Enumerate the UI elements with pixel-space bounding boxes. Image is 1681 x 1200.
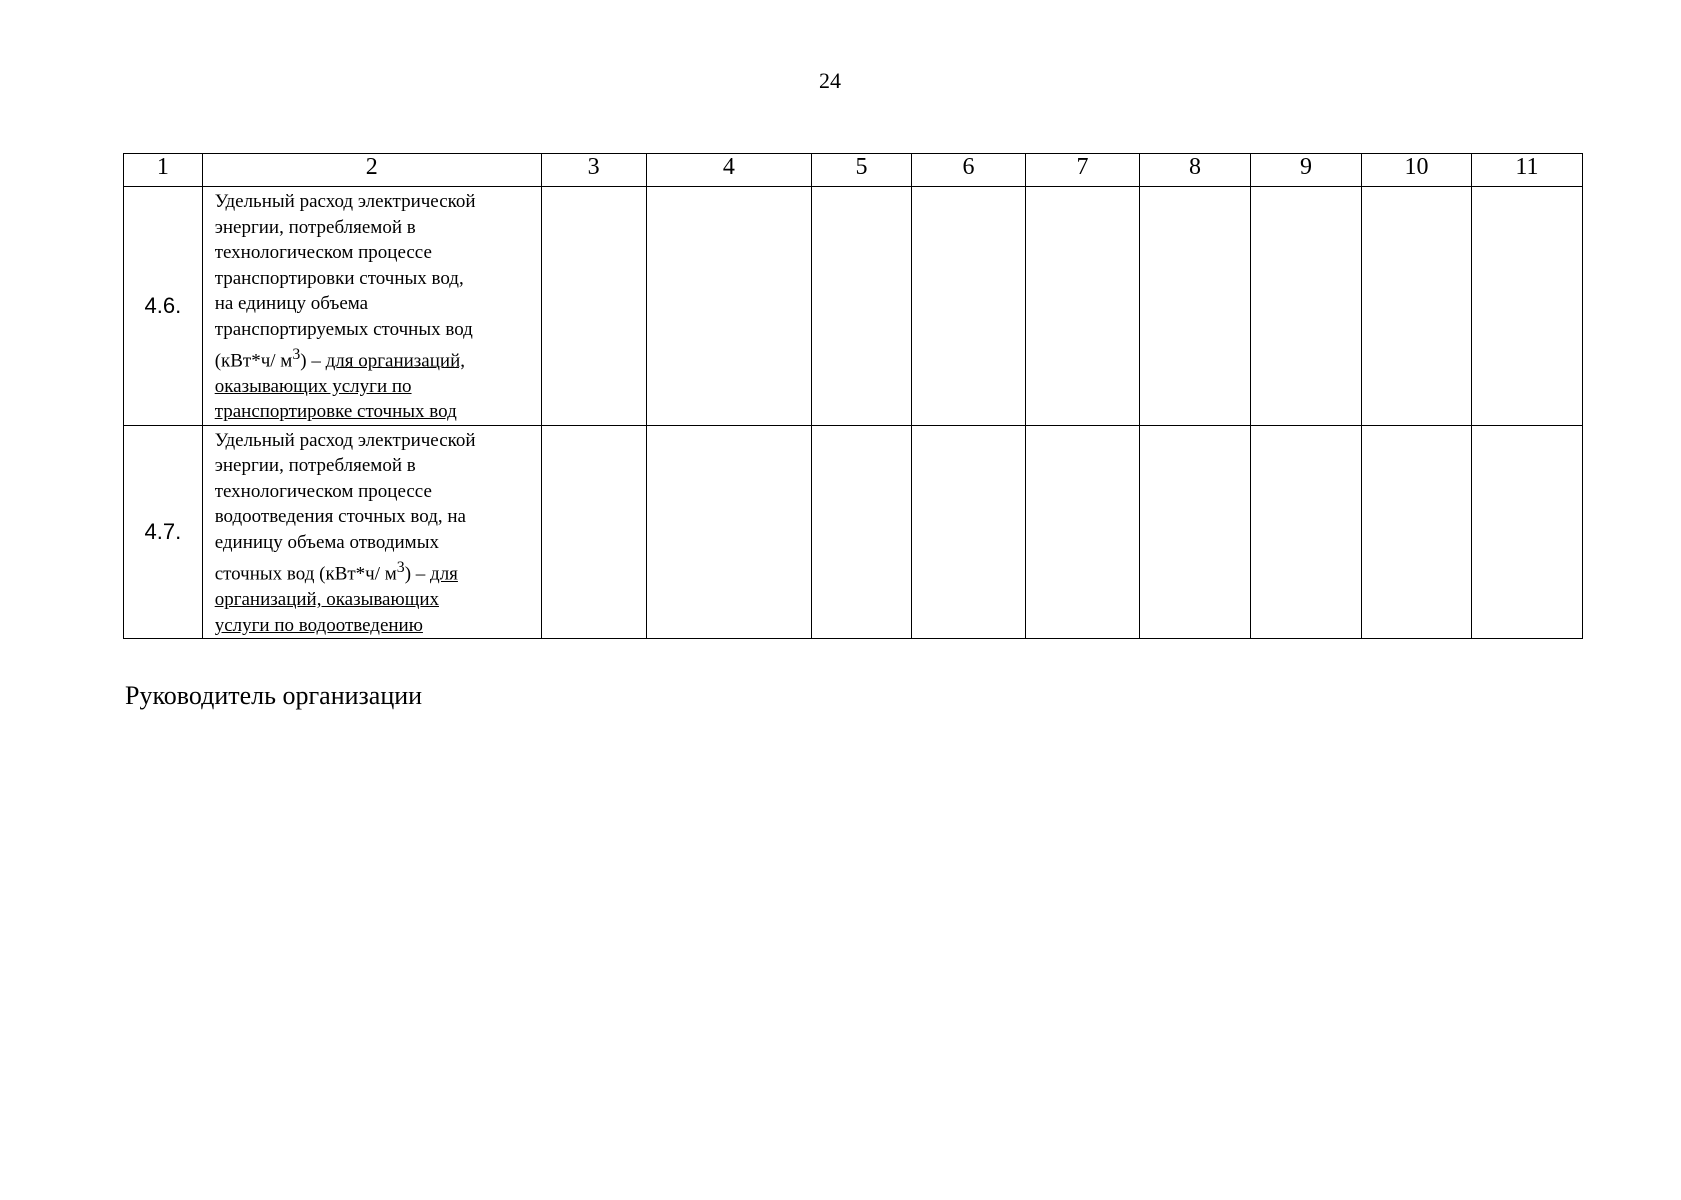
column-header-9: 9 xyxy=(1250,154,1361,187)
value-cell xyxy=(1471,187,1582,426)
value-cell xyxy=(646,187,811,426)
description-line: энергии, потребляемой в xyxy=(214,216,416,238)
unit-suffix: ) – xyxy=(300,350,326,372)
column-header-4: 4 xyxy=(646,154,811,187)
value-cell xyxy=(1250,187,1361,426)
description-line: Удельный расход электрической xyxy=(214,191,476,212)
value-cell xyxy=(541,425,646,638)
value-cell xyxy=(911,187,1025,426)
column-header-10: 10 xyxy=(1361,154,1471,187)
value-cell xyxy=(541,187,646,426)
description-line: транспортируемых сточных вод xyxy=(214,318,473,340)
description-line: технологическом процессе xyxy=(214,242,432,263)
description-line: водоотведения сточных вод, на xyxy=(214,506,466,528)
table-row xyxy=(124,425,1583,638)
value-cell xyxy=(1250,425,1361,638)
value-cell xyxy=(1025,187,1139,426)
value-cell xyxy=(812,425,912,638)
unit-superscript: 3 xyxy=(292,346,301,363)
column-header-6: 6 xyxy=(911,154,1025,187)
description-line: на единицу объема xyxy=(214,293,369,314)
scope-text: транспортировке сточных вод xyxy=(214,401,457,423)
column-header-7: 7 xyxy=(1025,154,1139,187)
value-cell xyxy=(646,425,811,638)
column-header-5: 5 xyxy=(812,154,912,187)
scope-text: услуги по водоотведению xyxy=(214,614,423,636)
column-header-3: 3 xyxy=(541,154,646,187)
value-cell xyxy=(812,187,912,426)
column-header-1: 1 xyxy=(124,154,203,187)
scope-text: для xyxy=(430,563,458,585)
unit-prefix: сточных вод (кВт*ч/ м xyxy=(214,563,397,585)
unit-prefix: (кВт*ч/ м xyxy=(214,350,293,372)
indicator-description xyxy=(202,187,541,426)
row-number: 4.6. xyxy=(124,187,203,426)
description-line: Удельный расход электрической xyxy=(214,429,476,451)
value-cell xyxy=(1361,187,1471,426)
unit-superscript: 3 xyxy=(396,559,405,577)
value-cell xyxy=(1140,187,1251,426)
indicators-table xyxy=(123,153,1583,639)
signature-label: Руководитель организации xyxy=(125,681,423,710)
value-cell xyxy=(911,425,1025,638)
value-cell xyxy=(1361,425,1471,638)
indicator-description xyxy=(202,425,541,638)
column-header-11: 11 xyxy=(1471,154,1582,187)
scope-text: для организаций, xyxy=(325,350,465,372)
column-header-2: 2 xyxy=(202,154,541,187)
value-cell xyxy=(1140,425,1251,638)
description-line: энергии, потребляемой в xyxy=(214,455,416,477)
column-header-8: 8 xyxy=(1140,154,1251,187)
page-number: 24 xyxy=(819,68,841,93)
table-row xyxy=(124,187,1583,426)
description-line: технологическом процессе xyxy=(214,480,432,502)
unit-suffix: ) – xyxy=(404,563,431,585)
unit-line xyxy=(215,555,533,587)
description-line: единицу объема отводимых xyxy=(214,531,439,553)
description-line: транспортировки сточных вод, xyxy=(214,267,464,289)
row-number: 4.7. xyxy=(124,425,203,638)
value-cell xyxy=(1471,425,1582,638)
scope-text: оказывающих услуги по xyxy=(214,375,412,397)
scope-text: организаций, оказывающих xyxy=(214,589,439,611)
value-cell xyxy=(1025,425,1139,638)
table-header-row xyxy=(124,154,1583,187)
unit-line xyxy=(215,342,533,374)
